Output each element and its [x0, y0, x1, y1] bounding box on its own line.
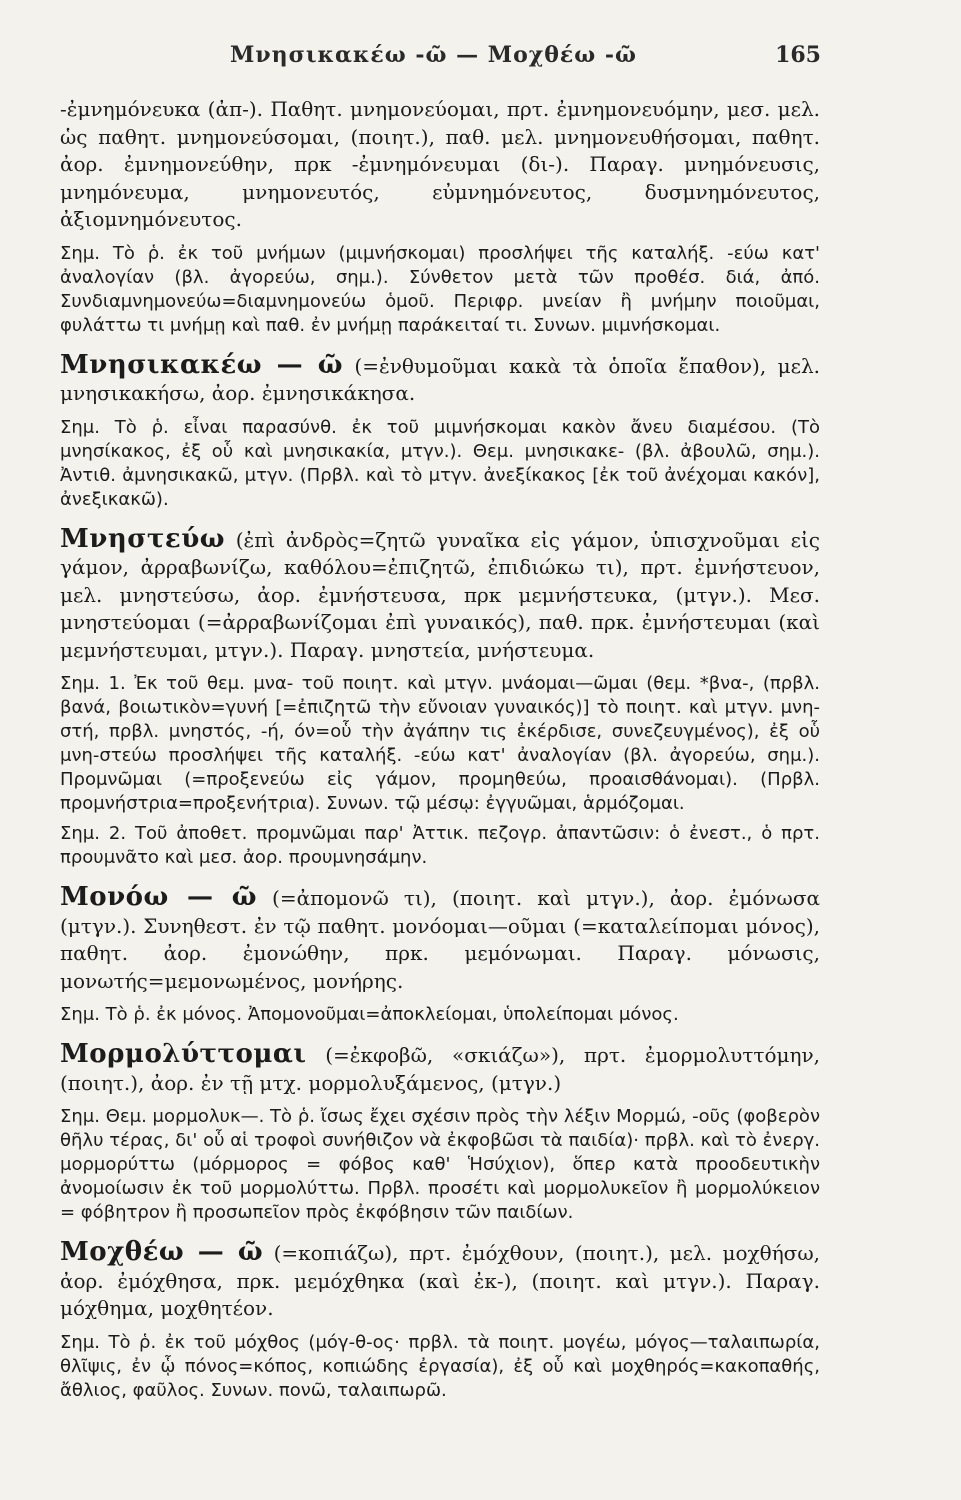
entry-headword: Μονόω — ῶ [60, 882, 257, 912]
dictionary-entry-continuation [60, 96, 820, 338]
entry-headword: Μοχθέω — ῶ [60, 1237, 264, 1267]
page-header [0, 42, 961, 78]
dictionary-entry [60, 523, 821, 871]
entry-note: Σημ. 1. Ἐκ τοῦ θεμ. μνα- τοῦ ποιητ. καὶ μτγν. μνάομαι—ῶμαι (θεμ. *βνα-, (πρβλ. βανά, βοιωτικὸν=γυνή [=ἐπιζητῶ τὴν εὔνοιαν γυναικός)] τὸ ποιητ. καὶ μτγν. μνη-στή, πρβλ. μνηστός, -ή, όν=οὗ τὴν ἀγάπην τις ἐκέρδισε, συνεζευγμένος), ἐξ οὗ μνη-στεύω προσλήψει τῆς καταλήξ. -εύω κατ' ἀναλογίαν (βλ. ἀγορεύω, σημ.). Προμνῶμαι (=προξενεύω εἰς γάμον, προμηθεύω, προαισθάνομαι). (Πρβλ. προμνήστρια=προξενήτρια). Συνων. τῷ μέσῳ: ἐγγυῶμαι, ἁρμόζομαι. [60, 673, 820, 814]
entry-body-text: -ἐμνημόνευκα (ἀπ-). Παθητ. μνημονεύομαι, πρτ. ἐμνημονευόμην, μεσ. μελ. ὡς παθητ. μνημονεύσομαι, (ποιητ.), παθ. μελ. μνημονευθήσομαι, παθητ. ἀορ. ἐμνημονεύθην, πρκ -ἐμνημόνευμαι (δι-). Παραγ. μνημόνευσις, μνημόνευμα, μνημονευτός, εὐμνημόνευτος, δυσμνημόνευτος, ἀξιομνημόνευτος. [60, 97, 820, 231]
entry-body-text: (=κοπιάζω), πρτ. ἐμόχθουν, (ποιητ.), μελ. μοχθήσω, ἀορ. ἐμόχθησα, πρκ. μεμόχθηκα (καὶ ἐκ-), (ποιητ. καὶ μτγν.). Παραγ. μόχθημα, μοχθητέον. [60, 1241, 821, 1320]
dictionary-entry [60, 1239, 820, 1403]
dictionary-entry [60, 349, 821, 512]
entry-body [60, 96, 820, 234]
entry-note: Σημ. Τὸ ῥ. ἐκ τοῦ μνήμων (μιμνήσκομαι) προσλήψει τῆς καταλήξ. -εύω κατ' ἀναλογίαν (βλ. ἀγορεύω, σημ.). Σύνθετον μετὰ τῶν προθέσ. διά, ἀπό. Συνδιαμνημονεύω=διαμνημονεύω ὁμοῦ. Περιφρ. μνείαν ἢ μνήμην ποιοῦμαι, φυλάττω τι μνήμῃ καὶ παθ. ἐν μνήμῃ παράκειταί τι. Συνων. μιμνήσκομαι. [60, 242, 820, 336]
entry-body-text: (ἐπὶ ἀνδρὸς=ζητῶ γυναῖκα εἰς γάμον, ὑπισχνοῦμαι εἰς γάμον, ἀρραβωνίζω, καθόλου=ἐπιζητῶ, ἐπιδιώκω τι), πρτ. ἐμνήστευον, μελ. μνηστεύσω, ἀορ. ἐμνήστευσα, πρκ μεμνήστευκα, (μτγν.). Μεσ. μνηστεύομαι (=ἀρραβωνίζομαι ἐπὶ γυναικός), παθ. πρκ. ἐμνήστευμαι (καὶ μεμνήστευμαι, μτγν.). Παραγ. μνηστεία, μνήστευμα. [60, 527, 821, 662]
dictionary-body [60, 96, 820, 1417]
page-number: 165 [775, 42, 821, 68]
entry-note: Σημ. Θεμ. μορμολυκ—. Τὸ ῥ. ἴσως ἔχει σχέσιν πρὸς τὴν λέξιν Μορμώ, -οῦς (φοβερὸν θῆλυ τέρας, δι' οὗ αἱ τροφοὶ συνήθιζον νὰ ἐκφοβῶσι τὰ παιδία)· πρβλ. καὶ τὸ ἐνεργ. μορμορύττω (μόρμορος = φόβος καθ' Ἡσύχιον), ὅπερ κατὰ προοδευτικὴν ἀνομοίωσιν ἐκ τοῦ μορμολύττω. Πρβλ. προσέτι καὶ μορμολυκεῖον ἢ μορμολύκειον = φόβητρον ἢ προσωπεῖον πρὸς ἐκφόβησιν τῶν παιδίων. [60, 1106, 820, 1223]
running-head: Μνησικακέω -ῶ — Μοχθέω -ῶ [230, 42, 637, 68]
entry-note: Σημ. Τὸ ῥ. ἐκ μόνος. Ἀπομονοῦμαι=ἀποκλείομαι, ὑπολείπομαι μόνος. [60, 1004, 679, 1025]
entry-body-text: (=ἐνθυμοῦμαι κακὰ τὰ ὁποῖα ἔπαθον), μελ. μνησικακήσω, ἀορ. ἐμνησικάκησα. [60, 353, 821, 405]
entry-headword: Μορμολύττομαι [60, 1039, 307, 1069]
entry-note: Σημ. Τὸ ῥ. ἐκ τοῦ μόχθος (μόγ-θ-ος· πρβλ. τὰ ποιητ. μογέω, μόγος—ταλαιπωρία, θλῖψις, ἐν ᾧ πόνος=κόπος, κοπιώδης ἐργασία), ἐξ οὗ καὶ μοχθηρός=κακοπαθής, ἄθλιος, φαῦλος. Συνων. πονῶ, ταλαιπωρῶ. [60, 1331, 820, 1401]
entry-headword: Μνηστεύω [60, 523, 225, 554]
entry-body-text: (=ἐκφοβῶ, «σκιάζω»), πρτ. ἐμορμολυττόμην, (ποιητ.), ἀορ. ἐν τῇ μτχ. μορμολυξάμενος, (μτγν.) [60, 1043, 820, 1095]
dictionary-entry [60, 884, 820, 1027]
entry-body [60, 349, 821, 408]
entry-headword: Μνησικακέω — ῶ [60, 349, 343, 380]
entry-body [60, 523, 821, 665]
entry-body-text: (=ἀπομονῶ τι), (ποιητ. καὶ μτγν.), ἀορ. ἐμόνωσα (μτγν.). Συνηθεστ. ἐν τῷ παθητ. μονόομαι—οῦμαι (=καταλείπομαι μόνος), παθητ. ἀορ. ἐμονώθην, πρκ. μεμόνωμαι. Παραγ. μόνωσις, μονωτής=μεμονωμένος, μονήρης. [60, 886, 820, 993]
entry-body [60, 884, 820, 995]
entry-body [60, 1239, 820, 1323]
dictionary-entry [60, 1041, 820, 1225]
entry-note-2: Σημ. 2. Τοῦ ἀποθετ. προμνῶμαι παρ' Ἀττικ. πεζογρ. ἀπαντῶσιν: ὁ ἐνεστ., ὁ πρτ. προυμνᾶτο καὶ μεσ. ἀορ. προυμνησάμην. [60, 823, 820, 868]
entry-note: Σημ. Τὸ ῥ. εἶναι παρασύνθ. ἐκ τοῦ μιμνήσκομαι κακὸν ἄνευ διαμέσου. (Τὸ μνησίκακος, ἐξ οὗ καὶ μνησικακία, μτγν.). Θεμ. μνησικακε- (βλ. ἀβουλῶ, σημ.). Ἀντιθ. ἀμνησικακῶ, μτγν. (Πρβλ. καὶ τὸ μτγν. ἀνεξίκακος [ἐκ τοῦ ἀνέχομαι κακόν], ἀνεξικακῶ). [60, 416, 820, 510]
entry-body [60, 1041, 820, 1097]
